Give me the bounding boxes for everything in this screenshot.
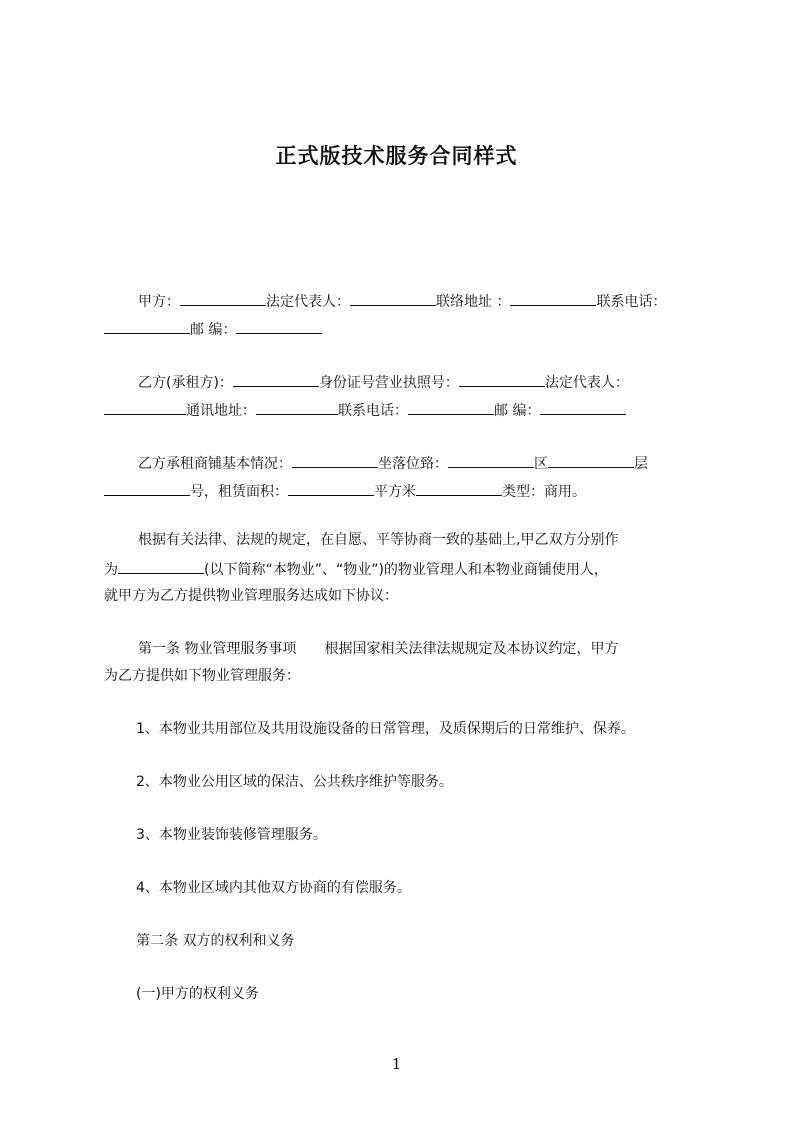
preamble-line-1: 根据有关法律、法规的规定，在自愿、平等协商一致的基础上,甲乙双方分别作 xyxy=(138,532,619,548)
party-b-line-2 xyxy=(104,399,626,421)
shop-location-blank xyxy=(448,452,534,468)
page-number: 1 xyxy=(391,1055,402,1073)
article1-item-4: 4、本物业区域内其他双方协商的有偿服务。 xyxy=(136,880,411,896)
party-a-postcode-label: 邮 编： xyxy=(190,322,237,338)
party-a-name-blank xyxy=(180,290,266,306)
party-b-id-label: 身份证号营业执照号： xyxy=(318,375,459,391)
article1-intro: 根据国家相关法律法规规定及本协议约定，甲方 xyxy=(324,641,619,657)
shop-floor-blank xyxy=(104,480,190,496)
party-a-address-blank xyxy=(510,290,596,306)
preamble-prefix: 为 xyxy=(104,562,118,578)
party-a-legal-rep-label: 法定代表人： xyxy=(266,294,350,310)
article1-intro-cont: 为乙方提供如下物业管理服务： xyxy=(104,668,300,684)
article1-item-2: 2、本物业公用区域的保洁、公共秩序维护等服务。 xyxy=(136,774,453,790)
shop-location-label: 坐落位臵： xyxy=(378,456,448,472)
party-b-postcode-blank xyxy=(540,399,626,415)
shop-info-blank xyxy=(292,452,378,468)
shop-area-unit: 平方米 xyxy=(374,484,416,500)
party-b-address-blank xyxy=(256,399,338,415)
party-b-line-1 xyxy=(138,371,629,393)
article2-heading: 第二条 双方的权利和义务 xyxy=(136,933,295,949)
party-b-address-label: 通讯地址： xyxy=(186,403,256,419)
preamble-suffix: (以下简称“本物业”、“物业”)的物业管理人和本物业商铺使用人， xyxy=(204,562,608,578)
preamble-line-3: 就甲方为乙方提供物业管理服务达成如下协议： xyxy=(104,588,398,604)
article1-item-3: 3、本物业装饰装修管理服务。 xyxy=(136,827,327,843)
party-a-postcode-blank xyxy=(236,318,322,334)
party-a-legal-rep-blank xyxy=(350,290,436,306)
article1-line-1 xyxy=(138,639,618,659)
article2-sub1: (一)甲方的权利义务 xyxy=(136,986,259,1002)
party-b-label: 乙方(承租方)： xyxy=(138,375,233,391)
party-a-address-label: 联络地址 ： xyxy=(436,294,511,310)
shop-unit-blank xyxy=(416,480,502,496)
shop-number-label: 号，租赁面积： xyxy=(190,484,288,500)
party-b-id-blank xyxy=(459,371,545,387)
party-b-name-blank xyxy=(233,371,319,387)
shop-info-line-2 xyxy=(104,480,586,502)
shop-info-label: 乙方承租商铺基本情况： xyxy=(138,456,292,472)
party-a-phone-blank xyxy=(104,318,190,334)
party-a-line-2 xyxy=(104,318,322,340)
party-b-legal-rep-blank xyxy=(104,399,186,415)
party-a-phone-label: 联系电话： xyxy=(596,294,667,310)
page-title: 正式版技术服务合同样式 xyxy=(275,144,518,168)
party-b-legal-rep-label: 法定代表人： xyxy=(544,375,629,391)
preamble-line-2 xyxy=(104,558,608,580)
shop-floor-label: 层 xyxy=(634,456,648,472)
shop-area-blank xyxy=(288,480,374,496)
shop-district-label: 区 xyxy=(534,456,548,472)
article1-heading: 第一条 物业管理服务事项 xyxy=(138,641,297,657)
shop-info-line-1 xyxy=(138,452,648,474)
article1-item-1: 1、本物业共用部位及共用设施设备的日常管理，及质保期后的日常维护、保养。 xyxy=(136,721,635,737)
party-b-postcode-label: 邮 编： xyxy=(494,403,541,419)
party-a-label: 甲方： xyxy=(138,294,180,310)
party-b-phone-label: 联系电话： xyxy=(338,403,408,419)
party-a-line-1 xyxy=(138,290,666,312)
preamble-property-blank xyxy=(118,558,204,574)
shop-type-label: 类型：商用。 xyxy=(502,484,586,500)
party-b-phone-blank xyxy=(408,399,494,415)
shop-district-blank xyxy=(548,452,634,468)
